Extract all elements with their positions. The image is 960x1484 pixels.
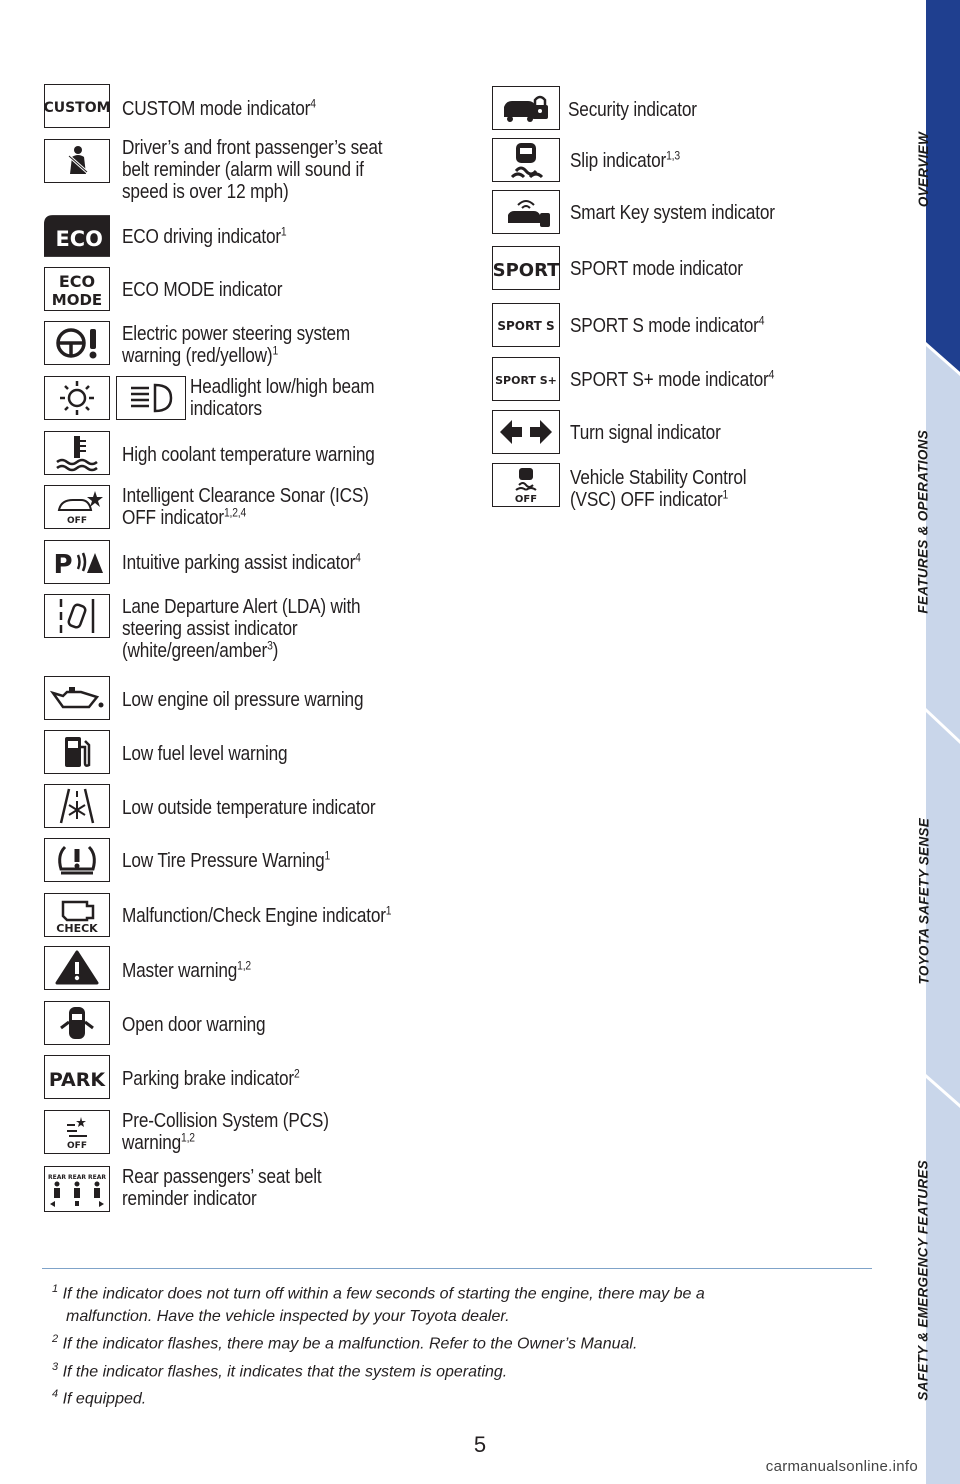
seatbelt-icon — [44, 139, 110, 183]
entry-label: Master warning$^{1,2}$ — [122, 958, 252, 982]
entry-label: Low fuel level warning — [122, 743, 288, 765]
entry-label: Low engine oil pressure warning — [122, 689, 364, 711]
footnote-3: $^3$ If the indicator flashes, it indicates that the system is operating. — [52, 1360, 508, 1380]
entry-sport — [492, 246, 892, 292]
svg-text:CUSTOM: CUSTOM — [43, 100, 111, 116]
security-icon — [492, 86, 560, 130]
watermark: carmanualsonline.info — [765, 1458, 918, 1475]
entry-label: Pre-Collision System (PCS) warning$^{1,2}$ — [122, 1110, 329, 1154]
master-warning-icon — [44, 946, 110, 990]
page-number: 5 — [473, 1432, 487, 1457]
coolant-temperature-icon — [44, 431, 110, 475]
nav-tab-overview[interactable]: OVERVIEW — [916, 132, 931, 208]
parking-assist-icon — [44, 540, 110, 584]
footnote-divider — [42, 1268, 872, 1269]
entry-door — [44, 1001, 464, 1047]
entry-label: SPORT S+ mode indicator$^4$ — [570, 367, 775, 391]
entry-ics — [44, 485, 464, 531]
vsc-off-icon — [492, 463, 560, 507]
footnote-1: $^1$ If the indicator does not turn off within a few seconds of starting the engine, there may be a — [52, 1283, 705, 1303]
entry-label: Vehicle Stability Control (VSC) OFF indicator$^1$ — [570, 467, 747, 511]
steering-warning-icon — [44, 321, 110, 365]
entry-label: Low Tire Pressure Warning$^1$ — [122, 848, 331, 872]
sport-s-icon — [492, 303, 560, 347]
pcs-off-icon — [44, 1110, 110, 1154]
nav-tab-tss[interactable]: TOYOTA SAFETY SENSE — [916, 818, 931, 985]
nav-tab-safety[interactable]: SAFETY & EMERGENCY FEATURES — [916, 1160, 931, 1401]
rear-seatbelt-icon — [44, 1166, 110, 1212]
entry-sport-s-plus — [492, 357, 892, 403]
entry-coolant — [44, 431, 464, 477]
entry-custom — [44, 84, 464, 130]
entry-label: Intuitive parking assist indicator$^4$ — [122, 550, 361, 574]
entry-label: Electric power steering system warning (red/yellow)$^1$ — [122, 323, 351, 367]
eco-driving-icon — [44, 214, 110, 258]
sport-s-plus-icon — [492, 357, 560, 401]
svg-text:PARK: PARK — [48, 1069, 106, 1091]
entry-headlight — [44, 376, 464, 422]
svg-text:SPORT: SPORT — [492, 260, 560, 281]
svg-text:OFF: OFF — [67, 1141, 87, 1151]
svg-text:ECO: ECO — [58, 272, 96, 291]
eco-mode-icon — [44, 267, 110, 311]
nav-tab-features[interactable]: FEATURES & OPERATIONS — [916, 430, 931, 614]
entry-label: ECO MODE indicator — [122, 279, 283, 301]
tire-pressure-icon — [44, 838, 110, 882]
svg-text:SPORT S+: SPORT S+ — [495, 374, 557, 387]
headlight-low-icon — [44, 376, 110, 420]
entry-label: Parking brake indicator$^2$ — [122, 1066, 300, 1090]
entry-seatbelt — [44, 137, 464, 203]
entry-label: ECO driving indicator$^1$ — [122, 224, 287, 248]
svg-text:OFF: OFF — [67, 516, 87, 526]
entry-check — [44, 893, 464, 939]
entry-label: SPORT S mode indicator$^4$ — [570, 313, 765, 337]
entry-lda — [44, 594, 464, 662]
footnote-2: $^2$ If the indicator flashes, there may be a malfunction. Refer to the Owner’s Manual. — [52, 1333, 638, 1353]
fuel-icon — [44, 730, 110, 774]
entry-label: Slip indicator$^{1,3}$ — [570, 148, 680, 172]
entry-rear-belt — [44, 1166, 464, 1212]
nav-tab-safety-bg — [926, 1078, 960, 1484]
slip-icon — [492, 138, 560, 182]
turn-signal-icon — [492, 410, 560, 454]
smart-key-icon — [492, 190, 560, 234]
entry-eco-mode — [44, 267, 464, 313]
custom-mode-icon — [44, 84, 110, 128]
headlight-high-icon — [116, 376, 186, 420]
footnote-4: $^4$ If equipped. — [52, 1387, 147, 1408]
entry-label: Headlight low/high beam indicators — [190, 376, 375, 420]
entry-label: Lane Departure Alert (LDA) with steering assist indicator (white/green/amber$^3$) — [122, 596, 361, 662]
entry-label: Malfunction/Check Engine indicator$^1$ — [122, 903, 392, 927]
nav-tab-features-bg — [926, 346, 960, 740]
entry-label: Open door warning — [122, 1014, 266, 1036]
snowflake-road-icon — [44, 784, 110, 828]
side-navigation — [926, 0, 960, 1484]
park-brake-icon — [44, 1055, 110, 1099]
entry-slip — [492, 138, 892, 184]
entry-smart-key — [492, 190, 892, 236]
footnote-1-cont: malfunction. Have the vehicle inspected by your Toyota dealer. — [66, 1308, 510, 1326]
entry-sport-s — [492, 303, 892, 349]
svg-text:REAR: REAR — [88, 1174, 106, 1181]
footnotes — [52, 1278, 852, 1410]
svg-text:MODE: MODE — [51, 291, 103, 309]
sport-mode-icon — [492, 246, 560, 290]
entry-label: Smart Key system indicator — [570, 202, 775, 224]
svg-text:OFF: OFF — [514, 494, 538, 505]
entry-fuel — [44, 730, 464, 776]
check-engine-icon — [44, 893, 110, 937]
svg-text:SPORT S: SPORT S — [497, 319, 555, 333]
entry-label: Low outside temperature indicator — [122, 797, 376, 819]
ics-off-icon — [44, 485, 110, 529]
entry-label: Driver’s and front passenger’s seat belt reminder (alarm will sound if speed is over 12 mph) — [122, 137, 383, 203]
svg-text:ECO: ECO — [55, 226, 103, 251]
entry-label: SPORT mode indicator — [570, 258, 743, 280]
oil-pressure-icon — [44, 676, 110, 720]
lane-departure-icon — [44, 594, 110, 638]
open-door-icon — [44, 1001, 110, 1045]
entry-ipa — [44, 540, 464, 586]
entry-label: Security indicator — [568, 99, 697, 121]
entry-security — [492, 86, 892, 132]
entry-eps — [44, 321, 464, 367]
entry-oil — [44, 676, 464, 722]
entry-label: Intelligent Clearance Sonar (ICS) OFF indicator$^{1,2,4}$ — [122, 485, 369, 529]
entry-eco-driving — [44, 214, 464, 260]
entry-label: CUSTOM mode indicator$^4$ — [122, 96, 316, 120]
entry-master — [44, 946, 464, 992]
entry-park — [44, 1055, 464, 1101]
entry-label: Turn signal indicator — [570, 422, 721, 444]
entry-turn — [492, 410, 892, 456]
svg-text:REAR: REAR — [48, 1174, 66, 1181]
entry-tire — [44, 838, 464, 884]
entry-outside-temp — [44, 784, 464, 830]
entry-label: High coolant temperature warning — [122, 444, 375, 466]
svg-text:CHECK: CHECK — [56, 922, 98, 935]
svg-text:P: P — [53, 550, 73, 580]
entry-vsc — [492, 463, 892, 509]
entry-label: Rear passengers’ seat belt reminder indicator — [122, 1166, 322, 1210]
svg-text:REAR: REAR — [68, 1174, 86, 1181]
entry-pcs — [44, 1110, 464, 1156]
